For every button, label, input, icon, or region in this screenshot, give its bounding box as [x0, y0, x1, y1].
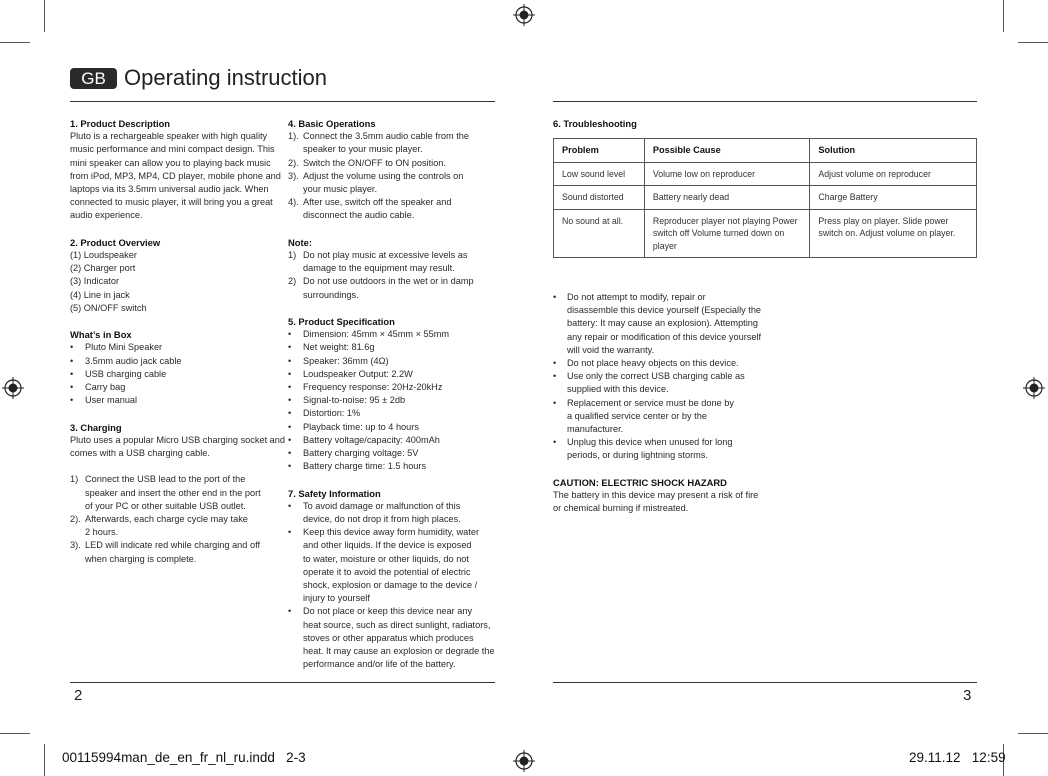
section-title: 3. Charging: [70, 421, 122, 433]
table-row: [554, 209, 977, 258]
text-line: laptops via its 3.5mm universal audio jack. When: [70, 184, 269, 195]
list-item: • Frequency response: 20Hz-20kHz: [288, 381, 498, 394]
table-cell: No sound at all.: [554, 209, 645, 258]
section-title: 4. Basic Operations: [288, 118, 376, 129]
list-item: • USB charging cable: [70, 368, 285, 381]
crop-mark: [0, 42, 30, 43]
list-item: 4). After use, switch off the speaker and disconnect the audio cable.: [288, 197, 452, 221]
list-item: • Distortion: 1%: [288, 407, 498, 420]
list-item: • Replacement or service must be done by a qualified service center or by the manufacturer.: [553, 397, 793, 437]
list-item: 1) Connect the USB lead to the port of the speaker and insert the other end in the port of your PC or other suitable USB outlet.: [70, 474, 261, 511]
list-item: (1) Loudspeaker: [70, 250, 137, 261]
column-middle: [288, 117, 498, 671]
footer-filename: 00115994man_de_en_fr_nl_ru.indd 2-3: [62, 750, 306, 765]
table-header: Problem: [554, 139, 645, 163]
safety-bullets: [553, 291, 793, 515]
page-number-left: 2: [74, 687, 83, 704]
section-title: 7. Safety Information: [288, 487, 381, 499]
list-item: • Do not place or keep this device near any heat source, such as direct sunlight, radiators, stoves or other apparatus which produces heat. It may cause an explosion or degrade the performance and/or life of the battery.: [288, 605, 498, 671]
list-item: 2). Switch the ON/OFF to ON position.: [288, 157, 446, 168]
crop-mark: [44, 744, 45, 776]
text-line: The battery in this device may present a risk of fire: [553, 490, 759, 501]
text-line: or chemical burning if mistreated.: [553, 503, 689, 514]
header-rule-right: [553, 101, 977, 102]
section-title: What’s in Box: [70, 329, 132, 341]
list-item: • Net weight: 81.6g: [288, 341, 498, 354]
section-title: Note:: [288, 236, 312, 248]
table-header: Possible Cause: [644, 139, 810, 163]
list-item: • 3.5mm audio jack cable: [70, 355, 285, 368]
crop-mark: [1018, 42, 1048, 43]
section-title: 5. Product Specification: [288, 316, 395, 328]
table-row: [554, 162, 977, 186]
crop-mark: [1003, 0, 1004, 32]
crop-mark: [44, 0, 45, 32]
table-cell: Press play on player. Slide power switch on. Adjust volume on player.: [810, 209, 977, 258]
table-cell: Volume low on reproducer: [644, 162, 810, 186]
list-item: 1) Do not play music at excessive levels as damage to the equipment may result.: [288, 250, 468, 274]
table-header-row: [554, 139, 977, 163]
table-cell: Reproducer player not playing Power switch off Volume turned down on player: [644, 209, 810, 258]
list-item: • Loudspeaker Output: 2.2W: [288, 368, 498, 381]
section-title: 1. Product Description: [70, 118, 171, 129]
list-item: • Signal-to-noise: 95 ± 2db: [288, 394, 498, 407]
list-item: • Use only the correct USB charging cable as supplied with this device.: [553, 370, 793, 396]
list-item: 2) Do not use outdoors in the wet or in damp surroundings.: [288, 276, 474, 300]
list-item: (4) Line in jack: [70, 289, 130, 300]
table-cell: Adjust volume on reproducer: [810, 162, 977, 186]
caution-title: CAUTION: ELECTRIC SHOCK HAZARD: [553, 476, 727, 488]
table-header: Solution: [810, 139, 977, 163]
section-title: 6. Troubleshooting: [553, 118, 637, 129]
table-cell: Battery nearly dead: [644, 186, 810, 210]
table-row: [554, 186, 977, 210]
footer-datetime: 29.11.12 12:59: [909, 750, 1006, 765]
troubleshooting-heading: [553, 117, 853, 130]
language-badge: GB: [70, 68, 117, 89]
footer-rule-right: [553, 682, 977, 683]
list-item: • Unplug this device when unused for long periods, or during lightning storms.: [553, 436, 793, 462]
column-left: [70, 117, 285, 566]
list-item: • Pluto Mini Speaker: [70, 341, 285, 354]
list-item: 2). Afterwards, each charge cycle may take 2 hours.: [70, 514, 248, 538]
list-item: (5) ON/OFF switch: [70, 302, 147, 313]
text-line: Pluto is a rechargeable speaker with high quality: [70, 131, 268, 142]
text-line: from iPod, MP3, MP4, CD player, mobile phone and: [70, 170, 281, 181]
header-rule-left: [70, 101, 495, 102]
list-item: (3) Indicator: [70, 276, 120, 287]
registration-mark-icon: [513, 750, 535, 772]
text-line: mini speaker can allow you to playing back music: [70, 157, 271, 168]
crop-mark: [1018, 733, 1048, 734]
table-cell: Charge Battery: [810, 186, 977, 210]
text-line: audio experience.: [70, 210, 143, 221]
registration-mark-icon: [513, 4, 535, 26]
list-item: • Battery charging voltage: 5V: [288, 447, 498, 460]
page-number-right: 3: [963, 687, 972, 704]
text-line: Pluto uses a popular Micro USB charging socket and: [70, 434, 286, 445]
list-item: 3). Adjust the volume using the controls on your music player.: [288, 170, 464, 195]
list-item: • User manual: [70, 394, 285, 407]
list-item: • Dimension: 45mm × 45mm × 55mm: [288, 328, 498, 341]
page-title: Operating instruction: [124, 65, 327, 90]
list-item: • Do not place heavy objects on this device.: [553, 357, 793, 370]
list-item: • Playback time: up to 4 hours: [288, 421, 498, 434]
list-item: 3). LED will indicate red while charging and off when charging is complete.: [70, 540, 261, 564]
list-item: 1). Connect the 3.5mm audio cable from the speaker to your music player.: [288, 131, 469, 155]
list-item: • Battery charge time: 1.5 hours: [288, 460, 498, 473]
list-item: • Speaker: 36mm (4Ω): [288, 355, 498, 368]
list-item: • Do not attempt to modify, repair or disassemble this device yourself (Especially the battery: It may cause an explosion). Attempting any repair or modification of this device yourself will void the warranty.: [553, 291, 793, 357]
text-line: music performance and mini compact design. This: [70, 144, 275, 155]
list-item: • Battery voltage/capacity: 400mAh: [288, 434, 498, 447]
registration-mark-icon: [1023, 377, 1045, 399]
registration-mark-icon: [2, 377, 24, 399]
footer-rule-left: [70, 682, 495, 683]
list-item: (2) Charger port: [70, 263, 136, 274]
troubleshooting-table: [553, 138, 977, 258]
list-item: • Keep this device away form humidity, water and other liquids. If the device is exposed to water, moisture or other liquids, do not operate it to avoid the potential of electric shock, explosion or damage to the device / injury to yourself: [288, 526, 498, 605]
crop-mark: [0, 733, 30, 734]
text-line: comes with a USB charging cable.: [70, 448, 210, 459]
section-title: 2. Product Overview: [70, 236, 161, 248]
list-item: • Carry bag: [70, 381, 285, 394]
text-line: connected to music player, it will bring you a great: [70, 197, 273, 208]
table-cell: Low sound level: [554, 162, 645, 186]
list-item: • To avoid damage or malfunction of this device, do not drop it from high places.: [288, 500, 498, 526]
table-cell: Sound distorted: [554, 186, 645, 210]
